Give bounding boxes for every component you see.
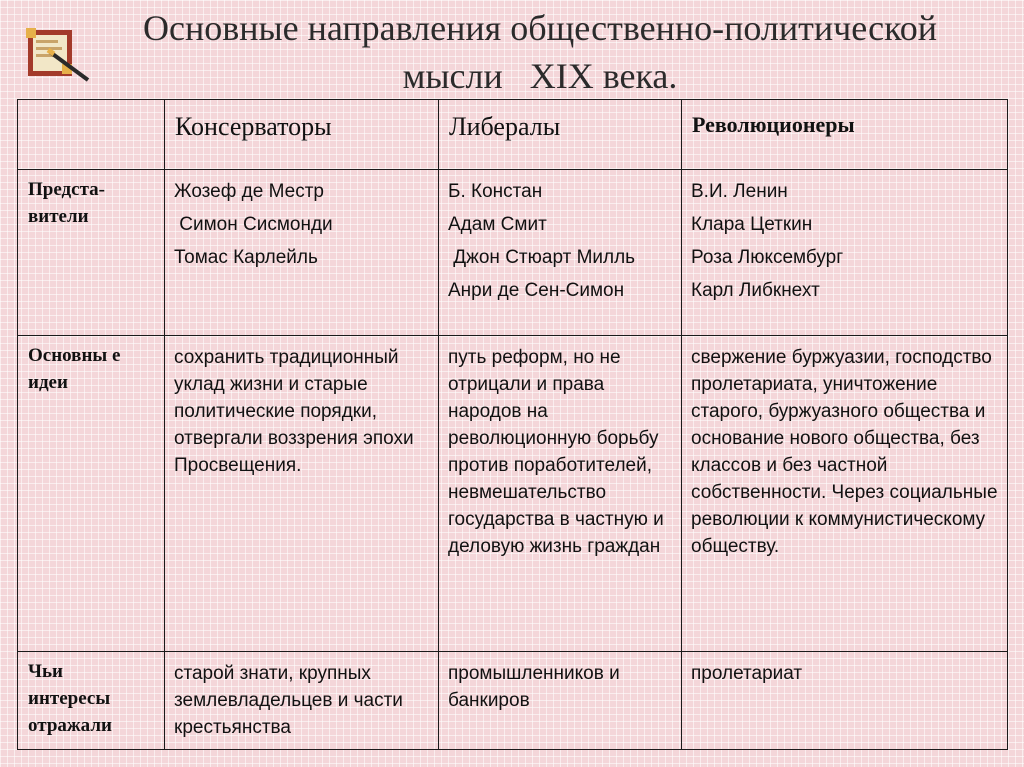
cell-ideas-liberals	[439, 336, 682, 652]
representative-name: Томас Карлейль	[174, 247, 318, 268]
cell-interests-conservatives	[165, 652, 439, 750]
row-label-ideas: Основны е идеи	[28, 345, 121, 393]
header-liberals	[439, 100, 682, 170]
representative-name: Адам Смит	[448, 214, 547, 235]
header-revolutionaries-label: Революционеры	[692, 112, 855, 137]
representative-name: В.И. Ленин	[691, 181, 788, 202]
representative-name: Б. Констан	[448, 181, 543, 202]
row-label-cell	[18, 652, 165, 750]
row-label-cell	[18, 336, 165, 652]
header-liberals-label: Либералы	[449, 112, 561, 141]
representative-name: Жозеф де Местр	[174, 181, 324, 202]
table-row-interests	[18, 652, 1008, 750]
row-label-cell	[18, 170, 165, 336]
ideas-text: сохранить традиционный уклад жизни и старые политические порядки, отвергали воззрения эпохи Просвещения.	[174, 347, 414, 476]
cell-ideas-revolutionaries	[682, 336, 1008, 652]
page-title	[100, 4, 980, 100]
table-header-row	[18, 100, 1008, 170]
page-title-line2: мысли XIX века.	[402, 56, 678, 96]
row-label-representatives: Предста-вители	[28, 179, 105, 227]
cell-representatives-revolutionaries	[682, 170, 1008, 336]
interests-text: старой знати, крупных землевладельцев и части крестьянства	[174, 663, 403, 738]
representative-name: Карл Либкнехт	[691, 280, 820, 301]
header-conservatives-label: Консерваторы	[175, 112, 332, 141]
header-conservatives	[165, 100, 439, 170]
representative-name: Анри де Сен-Симон	[448, 280, 625, 301]
page-title-line1: Основные направления общественно-политической	[142, 8, 938, 48]
representative-name: Роза Люксембург	[691, 247, 844, 268]
ideas-text: путь реформ, но не отрицали и права народов на революционную борьбу против поработителей, невмешательство государства в частную и деловую жизнь граждан	[448, 347, 664, 557]
interests-text: пролетариат	[691, 663, 803, 684]
cell-interests-revolutionaries	[682, 652, 1008, 750]
ideologies-table	[17, 99, 1008, 750]
cell-representatives-conservatives	[165, 170, 439, 336]
ideas-text: свержение буржуазии, господство пролетариата, уничтожение старого, буржуазного общества и основание нового общества, без классов и без частной собственности. Через социальные революции к коммунистическому обществу.	[691, 347, 998, 557]
cell-interests-liberals	[439, 652, 682, 750]
row-label-interests: Чьи интересы отражали	[28, 661, 112, 736]
cell-ideas-conservatives	[165, 336, 439, 652]
cell-representatives-liberals	[439, 170, 682, 336]
table-row-representatives	[18, 170, 1008, 336]
representative-name: Симон Сисмонди	[174, 214, 333, 235]
representative-name: Клара Цеткин	[691, 214, 813, 235]
representative-name: Джон Стюарт Милль	[448, 247, 636, 268]
header-revolutionaries	[682, 100, 1008, 170]
interests-text: промышленников и банкиров	[448, 663, 620, 711]
board-and-pen-icon	[24, 24, 94, 84]
header-blank-cell	[18, 100, 165, 170]
table-row-ideas	[18, 336, 1008, 652]
